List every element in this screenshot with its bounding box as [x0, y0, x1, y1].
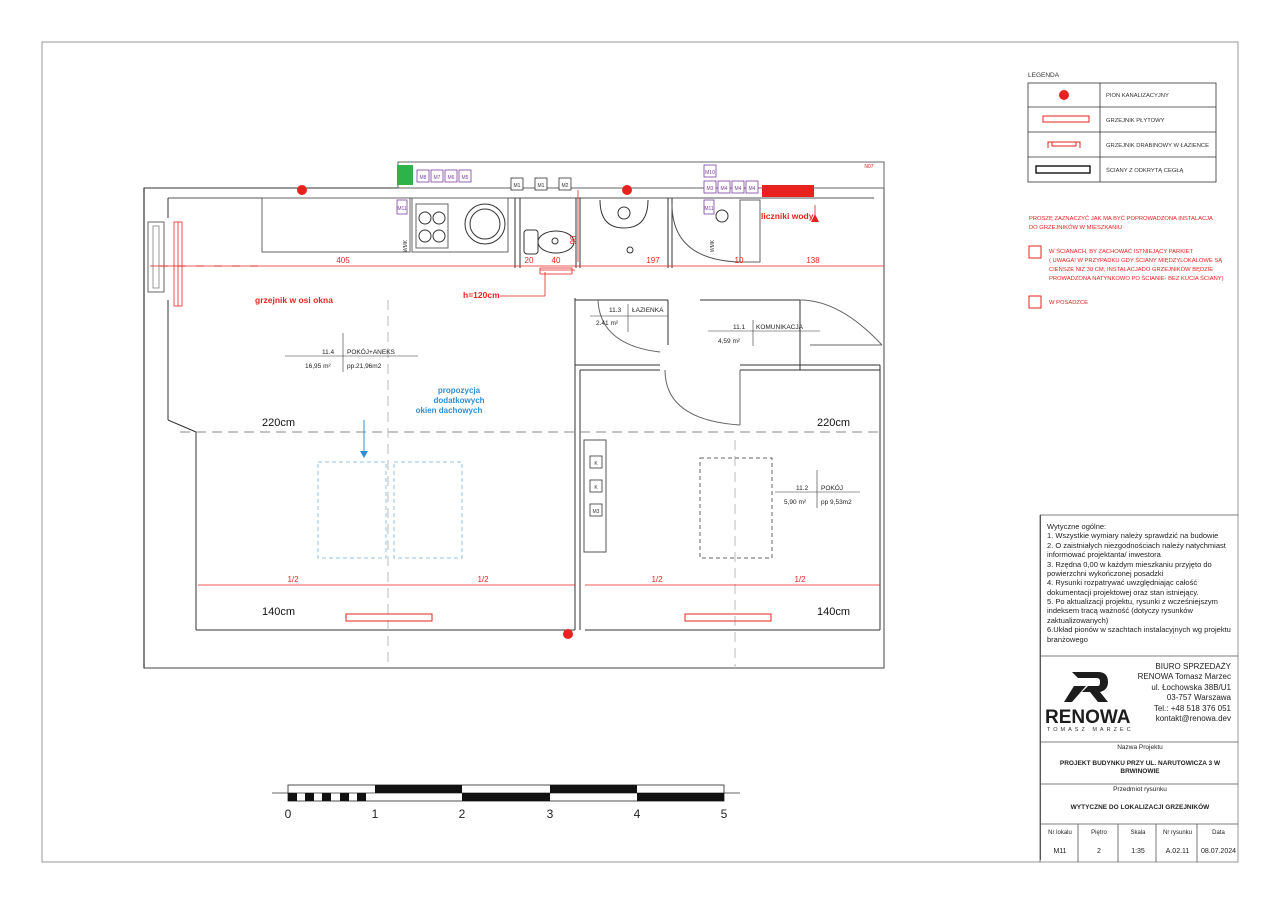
meter-tag: M6 [447, 175, 455, 181]
legend-label: ŚCIANY Z ODKRYTĄ CEGŁĄ [1106, 168, 1184, 174]
general-notes [1047, 522, 1235, 644]
company-logo-sub: TOMASZ MARZEC [1047, 727, 1134, 733]
office-address [1138, 662, 1231, 724]
dim-40: 40 [551, 256, 561, 265]
meta-label: Piętro [1091, 830, 1107, 836]
meter-tag: M4 [748, 186, 756, 192]
company-box [1041, 656, 1239, 742]
meta-label: Nr lokalu [1048, 830, 1072, 836]
scale-label: 3 [546, 807, 554, 821]
meta-scale [1119, 830, 1157, 856]
scale-label: 4 [633, 807, 641, 821]
meta-value: 1:35 [1131, 847, 1145, 855]
meter-tag: M1 [537, 183, 545, 189]
title-block [1040, 515, 1239, 860]
meta-label: Data [1212, 830, 1225, 836]
scale-label: 1 [371, 807, 379, 821]
panel-radiator-right [685, 614, 771, 621]
outer-wall [144, 188, 884, 668]
legend [1028, 72, 1224, 308]
project-name: PROJEKT BUDYNKU PRZY UL. NARUTOWICZA 3 W BRWINOWIE [1059, 760, 1221, 776]
meta-label: Nr rysunku [1162, 830, 1192, 836]
half-mark: 1/2 [794, 575, 806, 584]
room-area: 16,95 m² [305, 363, 331, 370]
project-name-label: Nazwa Projektu [1117, 744, 1163, 751]
dim-197: 197 [646, 256, 660, 265]
drain-riser-3 [563, 629, 573, 639]
skylight-existing [700, 458, 772, 558]
legend-label: PION KANALIZACYJNY [1106, 93, 1169, 99]
wmk-tag: WMK [403, 239, 409, 253]
scale-bar [272, 785, 740, 821]
legend-brick-wall-symbol [1036, 166, 1090, 173]
option-floor-checkbox[interactable] [1029, 296, 1041, 308]
room-area-total: pp 9,53m2 [821, 499, 852, 506]
option-floor-text: W POSADZCE [1049, 300, 1088, 306]
window-left [148, 222, 164, 292]
subject-label: Przedmiot rysunku [1113, 786, 1167, 793]
legend-title: LEGENDA [1028, 72, 1060, 79]
scale-label: 0 [284, 807, 292, 821]
meta-value: 08.07.2024 [1200, 847, 1237, 855]
room-number: 11.4 [322, 349, 335, 356]
half-mark: 1/2 [477, 575, 489, 584]
office-line: ul. Łochowska 38B/U1 [1151, 682, 1231, 692]
option-walls-text: PROWADZONA NATYNKOWO PO ŚCIANIE- BEZ KUCIA ŚCIANY) [1049, 276, 1224, 282]
half-mark: 1/2 [287, 575, 299, 584]
dim-10: 10 [734, 256, 744, 265]
height-220-right: 220cm [817, 417, 851, 429]
room-number: 11.1 [733, 324, 746, 331]
note-line: 6.Układ pionów w szachtach instalacyjnych wg projektu branżowego [1047, 625, 1231, 644]
note-line: 3. Rzędna 0,00 w każdym mieszkaniu przyjęto do powierzchni wykończonej posadzki [1047, 559, 1212, 578]
legend-instruction: DO GRZEJNIKÓW W MIESZKANIU [1029, 225, 1123, 231]
kitchen-counter [262, 198, 410, 252]
meter-tag: M11 [704, 206, 714, 212]
meta-value: A.02.11 [1165, 847, 1190, 855]
room-name: POKÓJ [821, 485, 844, 492]
height-note: h=120cm [463, 290, 500, 300]
meta-drawing-no [1157, 830, 1198, 856]
office-line: BIURO SPRZEDAŻY [1155, 662, 1231, 671]
scale-label: 2 [458, 807, 466, 821]
proposal-line: propozycja [437, 386, 481, 395]
room-area: 2.41 m² [596, 320, 619, 327]
meter-tag: M7 [433, 175, 441, 181]
office-line: kontakt@renowa.dev [1155, 713, 1231, 723]
option-walls-text: ( UWAGA! W PRZYPADKU GDY ŚCIANY MIĘDZYLOKALOWE SĄ [1049, 258, 1223, 264]
meta-label: Skala [1130, 830, 1146, 836]
height-140-right: 140cm [817, 606, 851, 618]
meter-tag: M10 [705, 170, 715, 176]
note-line: 4. Rysunki rozpatrywać uwzględniając całość dokumentacji projektowej oraz stan istniejący. [1047, 578, 1199, 597]
project-name-box [1041, 744, 1239, 776]
kitchen-hob [416, 204, 448, 248]
room-area: 4,59 m² [718, 338, 741, 345]
room-name: ŁAZIENKA [632, 307, 664, 314]
legend-ladder-radiator-symbol [1048, 142, 1080, 148]
meta-date [1198, 830, 1239, 856]
option-walls-checkbox[interactable] [1029, 246, 1041, 258]
option-walls-text: W ŚCIANACH, BY ZACHOWAĆ ISTNIEJĄCY PARKIET [1049, 249, 1194, 255]
scale-label: 5 [720, 807, 728, 821]
dim-20: 20 [524, 256, 534, 265]
meta-value: M11 [1053, 847, 1067, 855]
room-area: 5,90 m² [784, 499, 807, 506]
meta-unit [1041, 830, 1079, 856]
dim-138: 138 [806, 256, 820, 265]
drawing-subject: WYTYCZNE DO LOKALIZACJI GRZEJNIKÓW [1070, 804, 1210, 812]
room-name: KOMUNIKACJA [756, 324, 803, 331]
meter-tag: M11 [397, 206, 407, 212]
proposal-line: dodatkowych [433, 396, 485, 405]
dim-405: 405 [336, 256, 350, 265]
company-logo-name: RENOWA [1045, 707, 1131, 728]
meta-value: 2 [1097, 847, 1101, 855]
note-line: 5. Po aktualizacji projektu, rysunki z wcześniejszym indeksem tracą ważność (dotyczy rysunków zaktualizowanych) [1047, 597, 1218, 625]
meter-tag: M4 [734, 186, 742, 192]
room-labels [285, 304, 860, 508]
height-140-left: 140cm [262, 606, 296, 618]
meta-floor [1079, 830, 1119, 856]
office-line: 03-757 Warszawa [1166, 693, 1231, 703]
shaft-tag: K [594, 485, 598, 491]
proposal-line: okien dachowych [415, 406, 483, 415]
room-number: 11.3 [609, 307, 622, 314]
radiator-axis-note: grzejnik w osi okna [255, 295, 333, 305]
legend-label: GRZEJNIK PŁYTOWY [1106, 118, 1165, 124]
legend-label: GRZEJNIK DRABINOWY W ŁAZIENCE [1106, 143, 1209, 149]
drain-riser-1 [297, 185, 307, 195]
wmk-tag: WMK [710, 239, 716, 253]
shaft-tag: K [594, 461, 598, 467]
skylight-proposal-2 [394, 462, 462, 558]
water-meters-block [762, 185, 814, 197]
office-line: RENOWA Tomasz Marzec [1137, 672, 1231, 682]
room-number: 11.2 [796, 485, 809, 492]
meter-tag: M5 [461, 175, 469, 181]
room-area-total: pp.21,96m2 [347, 363, 382, 370]
note-line: Wytyczne ogólne: [1047, 522, 1107, 531]
note-line: 2. O zaistniałych niezgodnościach należy natychmiast informować projektanta/ inwestora [1047, 540, 1226, 560]
height-220-left: 220cm [262, 417, 296, 429]
meter-tag: M1 [513, 183, 521, 189]
drawing-subject-box [1041, 786, 1239, 812]
option-walls-text: CIEŃSZE NIŻ 30 CM, INSTALACJADO GRZEJNIKÓW BĘDZIE [1049, 267, 1214, 273]
panel-radiator-left [346, 614, 432, 621]
meter-tag: M4 [720, 186, 728, 192]
meter-tag: M2 [561, 183, 569, 189]
n07-tag: N07 [864, 164, 874, 170]
kitchen-sink [465, 204, 505, 244]
note-line: 1. Wszystkie wymiary należy sprawdzić na budowie [1047, 531, 1219, 541]
office-line: Tel.: +48 518 376 051 [1153, 703, 1231, 713]
meter-tag: M8 [419, 175, 427, 181]
room-name: POKÓJ+ANEKS [347, 349, 395, 356]
skylight-proposal-1 [318, 462, 386, 558]
half-mark: 1/2 [651, 575, 663, 584]
green-shaft-marker [397, 165, 413, 185]
bathroom-basin [600, 200, 648, 228]
water-meters-note: liczniki wody [761, 211, 814, 221]
floor-plan [144, 162, 884, 668]
legend-instruction: PROSZĘ ZAZNACZYĆ JAK MA BYĆ POPROWADZONA INSTALACJA [1029, 216, 1213, 222]
shaft-tag: M3 [592, 509, 600, 515]
legend-panel-radiator-symbol [1043, 116, 1089, 122]
drain-riser-2 [622, 185, 632, 195]
meter-tag: M3 [706, 186, 714, 192]
dim-90: 90 [569, 235, 578, 245]
legend-riser-symbol [1059, 90, 1069, 100]
toilet [524, 230, 538, 254]
dimension-lines [150, 190, 884, 585]
